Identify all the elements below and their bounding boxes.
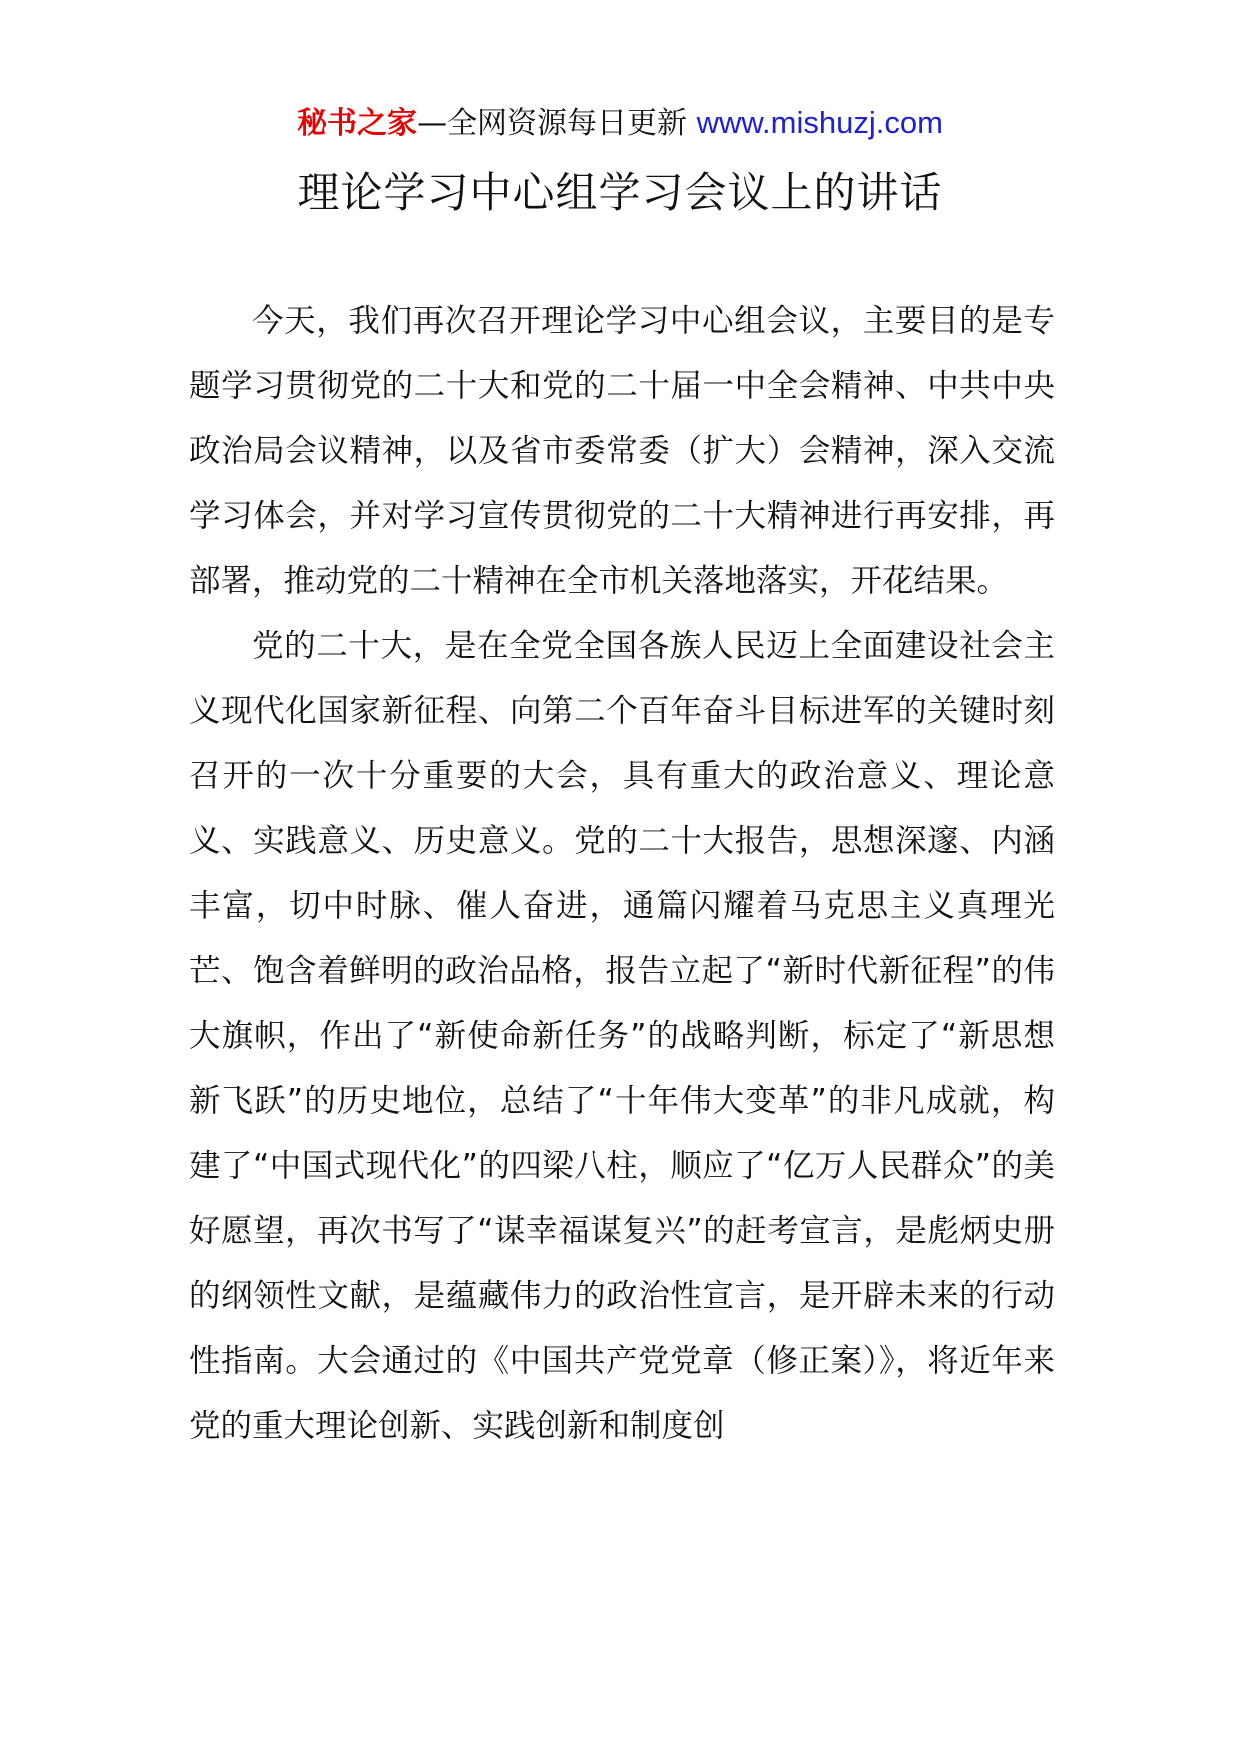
site-header: [0, 103, 1240, 144]
document-body: [189, 289, 1055, 1459]
paragraph-1: 今天，我们再次召开理论学习中心组会议，主要目的是专题学习贯彻党的二十大和党的二十届一中全会精神、中共中央政治局会议精神，以及省市委常委（扩大）会精神，深入交流学习体会，并对学习宣传贯彻党的二十大精神进行再安排，再部署，推动党的二十精神在全市机关落地落实，开花结果。: [189, 303, 1055, 599]
paragraph-2: 党的二十大，是在全党全国各族人民迈上全面建设社会主义现代化国家新征程、向第二个百年奋斗目标进军的关键时刻召开的一次十分重要的大会，具有重大的政治意义、理论意义、实践意义、历史意义。党的二十大报告，思想深邃、内涵丰富，切中时脉、催人奋进，通篇闪耀着马克思主义真理光芒、饱含着鲜明的政治品格，报告立起了“新时代新征程”的伟大旗帜，作出了“新使命新任务”的战略判断，标定了“新思想新飞跃”的历史地位，总结了“十年伟大变革”的非凡成就，构建了“中国式现代化”的四梁八柱，顺应了“亿万人民群众”的美好愿望，再次书写了“谋幸福谋复兴”的赶考宣言，是彪炳史册的纲领性文献，是蕴藏伟力的政治性宣言，是开辟未来的行动性指南。大会通过的《中国共产党党章（修正案）》，将近年来党的重大理论创新、实践创新和制度创: [189, 628, 1055, 1444]
brand-name: 秘书之家: [297, 106, 418, 141]
document-title: 理论学习中心组学习会议上的讲话: [297, 168, 943, 217]
header-tagline: —全网资源每日更新: [417, 106, 688, 141]
site-url-link[interactable]: www.mishuzj.com: [696, 105, 943, 140]
